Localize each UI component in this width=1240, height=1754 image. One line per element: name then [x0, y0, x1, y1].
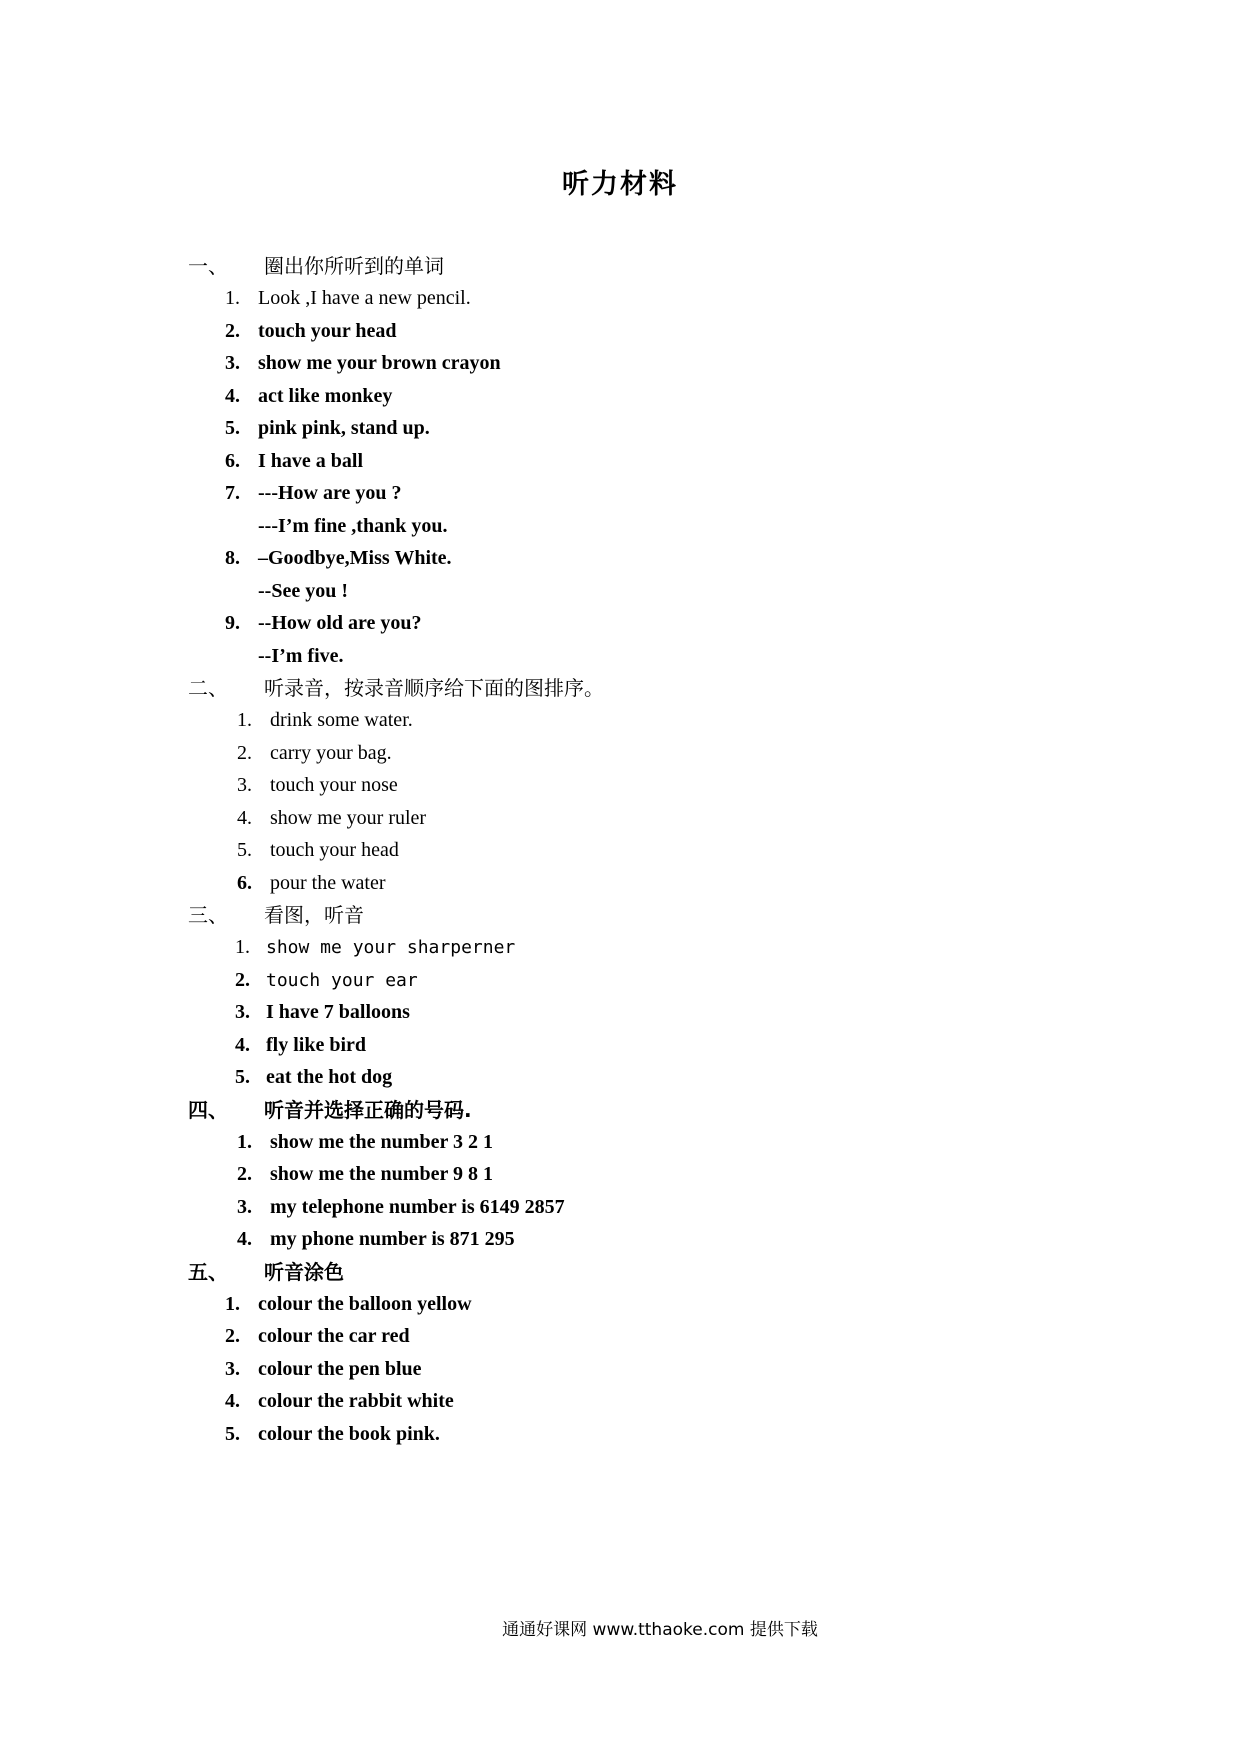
list-item	[188, 542, 1088, 575]
list-item	[188, 704, 1088, 737]
item-number: 2.	[225, 1325, 240, 1347]
item-text: --How old are you?	[258, 612, 422, 634]
list-item	[188, 834, 1088, 867]
section-title: 看图，听音	[264, 903, 364, 927]
list-item	[188, 380, 1088, 413]
item-text: Look ,I have a new pencil.	[258, 287, 471, 309]
item-text: carry your bag.	[270, 741, 392, 764]
section-title: 听音涂色	[264, 1259, 344, 1284]
item-number: 4.	[235, 1033, 250, 1056]
list-item	[188, 802, 1088, 835]
item-text: show me the number 3 2 1	[270, 1130, 493, 1153]
list-item	[188, 347, 1088, 380]
item-number: 5.	[235, 1066, 250, 1088]
list-item	[188, 1320, 1088, 1353]
item-number: 3.	[225, 352, 240, 374]
section-title: 听音并选择正确的号码.	[264, 1097, 472, 1122]
item-number: 3.	[225, 1357, 240, 1380]
section-heading	[188, 250, 1088, 282]
item-text: touch your head	[270, 839, 399, 861]
item-text: I have 7 balloons	[266, 1001, 410, 1023]
list-item	[188, 1126, 1088, 1159]
item-number: 1.	[237, 1130, 252, 1153]
page-footer: 通通好课网 www.tthaoke.com 提供下载	[502, 1620, 818, 1640]
list-item	[188, 737, 1088, 770]
item-text: show me your sharperner	[266, 937, 516, 958]
item-text: colour the car red	[258, 1325, 410, 1347]
list-item	[188, 1385, 1088, 1418]
item-number: 8.	[225, 547, 240, 569]
item-number: 9.	[225, 612, 240, 634]
item-number: 4.	[225, 384, 240, 407]
list-item	[188, 1029, 1088, 1062]
item-text: touch your nose	[270, 774, 398, 796]
item-text: touch your ear	[266, 969, 418, 991]
item-text: colour the balloon yellow	[258, 1292, 472, 1315]
item-text: fly like bird	[266, 1033, 367, 1056]
list-item	[188, 1061, 1088, 1094]
item-text: drink some water.	[270, 709, 413, 731]
item-number: 3.	[235, 1001, 250, 1023]
item-text: ---I’m fine ,thank you.	[258, 514, 448, 537]
item-number: 3.	[237, 774, 252, 796]
list-item	[188, 867, 1088, 900]
list-item	[188, 607, 1088, 640]
section-number: 三、	[188, 903, 228, 927]
document-body	[188, 250, 1088, 1450]
item-text: pink pink, stand up.	[258, 417, 430, 439]
page-title: 听力材料	[562, 169, 678, 200]
item-number: 1.	[225, 1292, 240, 1315]
item-text: eat the hot dog	[266, 1066, 393, 1088]
list-item	[188, 1158, 1088, 1191]
list-item	[188, 445, 1088, 478]
item-number: 1.	[225, 287, 240, 309]
item-number: 5.	[225, 1422, 240, 1445]
item-number: 6.	[237, 871, 252, 894]
section-title: 听录音，按录音顺序给下面的图排序。	[264, 676, 604, 700]
item-text: --See you !	[258, 579, 348, 602]
list-item	[188, 1288, 1088, 1321]
item-number: 2.	[235, 968, 250, 991]
item-text: colour the book pink.	[258, 1422, 440, 1445]
item-text: touch your head	[258, 319, 397, 342]
list-item	[188, 931, 1088, 964]
item-number: 2.	[237, 741, 252, 764]
item-text: show me your brown crayon	[258, 352, 501, 374]
list-item	[188, 640, 1088, 673]
list-item	[188, 996, 1088, 1029]
list-item	[188, 477, 1088, 510]
section-number: 二、	[188, 676, 228, 700]
section-heading	[188, 672, 1088, 704]
item-number: 4.	[237, 806, 252, 829]
item-text: my telephone number is 6149 2857	[270, 1195, 565, 1218]
item-number: 4.	[237, 1228, 252, 1250]
item-text: pour the water	[270, 871, 386, 894]
item-number: 1.	[237, 709, 252, 731]
list-item	[188, 1191, 1088, 1224]
list-item	[188, 315, 1088, 348]
item-number: 5.	[237, 839, 252, 861]
item-number: 5.	[225, 417, 240, 439]
list-item	[188, 769, 1088, 802]
item-number: 7.	[225, 482, 240, 504]
section-number: 一、	[188, 254, 228, 278]
list-item	[188, 282, 1088, 315]
item-number: 6.	[225, 449, 240, 472]
item-text: ---How are you ?	[258, 482, 402, 504]
item-text: show me your ruler	[270, 806, 427, 829]
item-number: 2.	[237, 1163, 252, 1185]
item-text: I have a ball	[258, 449, 364, 472]
item-text: colour the rabbit white	[258, 1390, 454, 1412]
list-item	[188, 1418, 1088, 1451]
item-number: 3.	[237, 1195, 252, 1218]
list-item	[188, 412, 1088, 445]
section-number: 四、	[188, 1097, 228, 1122]
item-text: colour the pen blue	[258, 1357, 422, 1380]
list-item	[188, 510, 1088, 543]
list-item	[188, 1353, 1088, 1386]
list-item	[188, 575, 1088, 608]
section-heading	[188, 899, 1088, 931]
section-heading	[188, 1094, 1088, 1126]
item-number: 2.	[225, 319, 240, 342]
item-text: --I’m five.	[258, 644, 344, 667]
item-number: 4.	[225, 1390, 240, 1412]
section-title: 圈出你所听到的单词	[264, 254, 444, 278]
item-text: show me the number 9 8 1	[270, 1163, 493, 1185]
item-text: –Goodbye,Miss White.	[258, 547, 452, 569]
item-number: 1.	[235, 936, 250, 958]
section-heading	[188, 1256, 1088, 1288]
list-item	[188, 1223, 1088, 1256]
section-number: 五、	[188, 1259, 228, 1284]
item-text: my phone number is 871 295	[270, 1228, 515, 1250]
list-item	[188, 964, 1088, 997]
item-text: act like monkey	[258, 384, 393, 407]
